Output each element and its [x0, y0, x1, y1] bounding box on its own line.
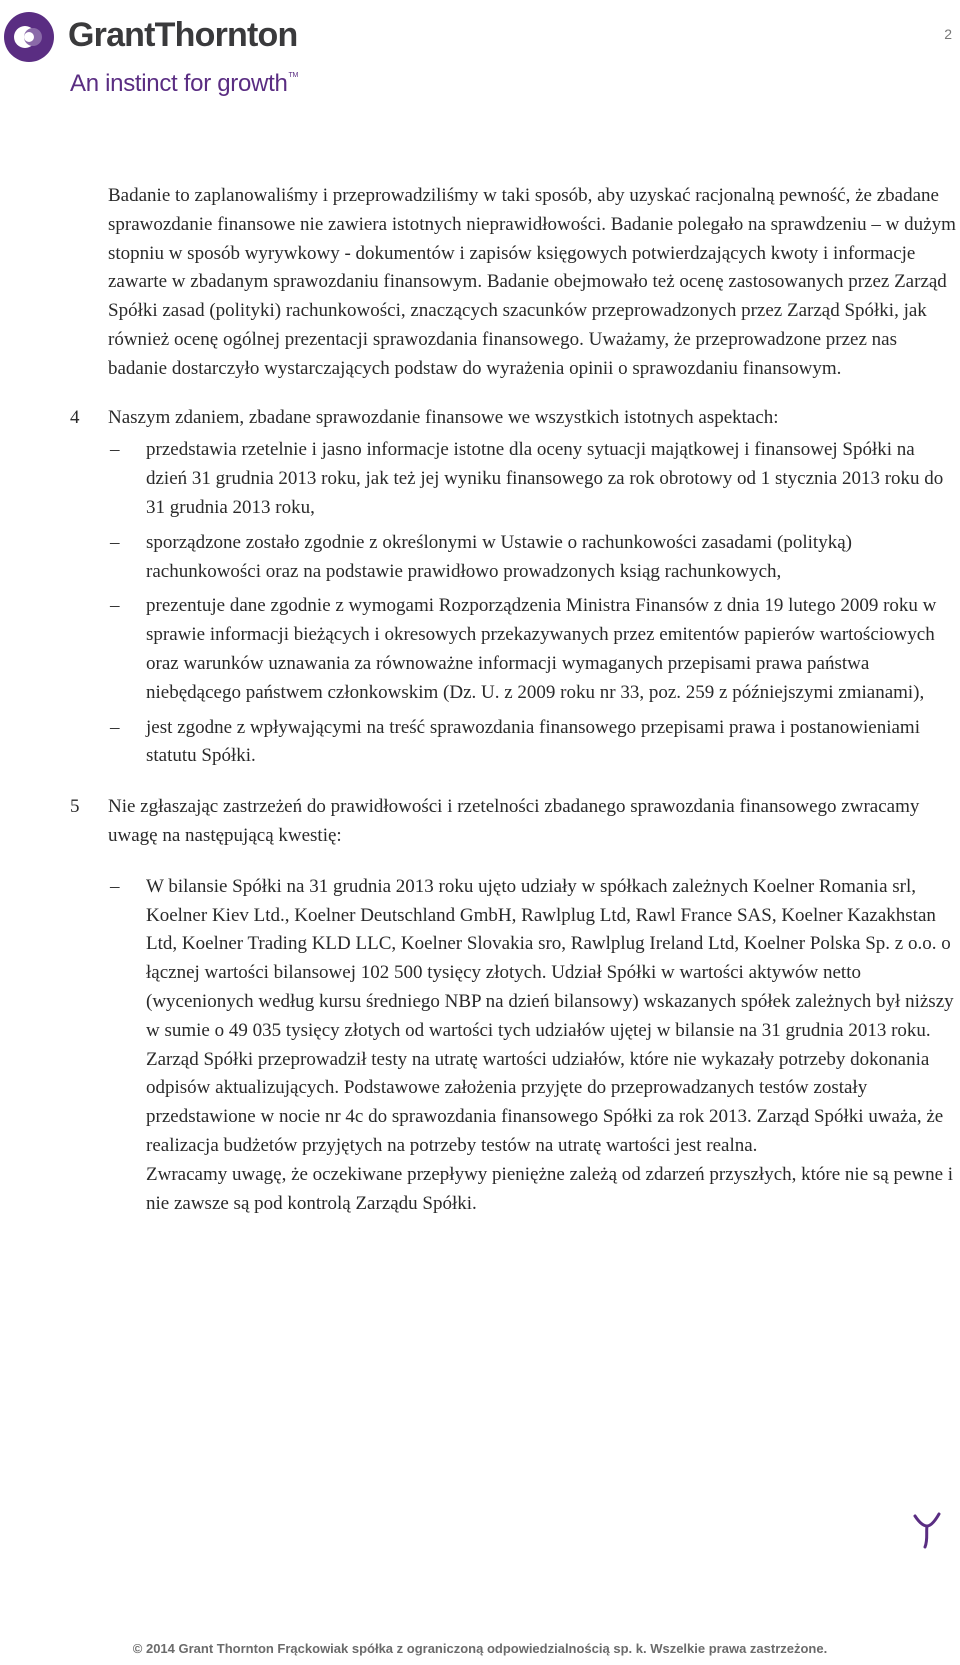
list-item: [108, 873, 956, 1219]
section-number: 4: [70, 406, 80, 428]
bullet-list: [108, 436, 956, 771]
list-item: [108, 592, 956, 707]
list-item-text: przedstawia rzetelnie i jasno informacje istotne dla oceny sytuacji majątkowej i finansowej Spółki na dzień 31 grudnia 2013 roku, jak też jej wyniku finansowego za rok obrotowy od 1 stycznia 2013 roku do 31 grudnia 2013 roku,: [146, 439, 944, 518]
list-item-text: jest zgodne z wpływającymi na treść sprawozdania finansowego przepisami prawa i postanowieniami statutu Spółki.: [146, 716, 920, 767]
section-number: 5: [70, 796, 80, 818]
section-4: [70, 404, 956, 772]
section-lead: Naszym zdaniem, zbadane sprawozdanie finansowe we wszystkich istotnych aspektach:: [108, 406, 779, 428]
dash-bullet: –: [110, 439, 120, 461]
grant-thornton-logo-icon: [2, 10, 56, 64]
dash-bullet: –: [110, 531, 120, 553]
logo-trademark: TM: [288, 72, 299, 79]
list-item: [108, 714, 956, 772]
section-lead: Nie zgłaszając zastrzeżeń do prawidłowości i rzetelności zbadanego sprawozdania finansowego zwracamy uwagę na następującą kwestię:: [108, 796, 920, 846]
brand-mark-icon: [912, 1510, 942, 1550]
logo-tagline-text: An instinct for growth: [70, 70, 288, 97]
section-5: [70, 793, 956, 1218]
list-item-note: Zwracamy uwagę, że oczekiwane przepływy pieniężne zależą od zdarzeń przyszłych, które nie są pewne i nie zawsze są pod kontrolą Zarządu Spółki.: [146, 1163, 954, 1214]
grant-thornton-logo: [0, 4, 300, 102]
list-item: [108, 436, 956, 522]
page-number: 2: [944, 26, 952, 42]
logo-name: GrantThornton: [68, 16, 298, 54]
intro-paragraph: Badanie to zaplanowaliśmy i przeprowadziliśmy w taki sposób, aby uzyskać racjonalną pewność, że zbadane sprawozdanie finansowe nie zawiera istotnych nieprawidłowości. Badanie polegało na sprawdzeniu – w dużym stopniu w sposób wyrywkowy - dokumentów i zapisów księgowych potwierdzających kwoty i informacje zawarte w zbadanym sprawozdaniu finansowym. Badanie obejmowało też ocenę zastosowanych przez Zarząd Spółki zasad (polityki) rachunkowości, znaczących szacunków przeprowadzonych przez Zarząd Spółki, jak również ocenę ogólnej prezentacji sprawozdania finansowego. Uważamy, że przeprowadzone przez nas badanie dostarczyło wystarczających podstaw do wyrażenia opinii o sprawozdaniu finansowym.: [108, 185, 956, 379]
dash-bullet: –: [110, 716, 120, 738]
list-item: [108, 529, 956, 587]
list-item-text: sporządzone zostało zgodnie z określonymi w Ustawie o rachunkowości zasadami (polityką) rachunkowości oraz na podstawie prawidłowo prowadzonych ksiąg rachunkowych,: [146, 531, 852, 582]
logo-tagline: [70, 70, 298, 98]
dash-bullet: –: [110, 595, 120, 617]
document-body: [70, 182, 956, 1224]
dash-bullet: –: [110, 875, 120, 897]
footer-copyright: © 2014 Grant Thornton Frąckowiak spółka z ograniczoną odpowiedzialnością sp. k. Wszelkie prawa zastrzeżone.: [132, 1641, 828, 1656]
list-item-text: W bilansie Spółki na 31 grudnia 2013 roku ujęto udziały w spółkach zależnych Koelner Romania srl, Koelner Kiev Ltd., Koelner Deutschland GmbH, Rawlplug Ltd, Rawl France SAS, Koelner Kazakhstan Ltd, Koelner Trading KLD LLC, Koelner Slovakia sro, Rawlplug Ireland Ltd, Koelner Polska Sp. z o.o. o łącznej wartości bilansowej 102 500 tysięcy złotych. Udział Spółki w wartości aktywów netto (wycenionych według kursu średniego NBP na dzień bilansowy) wskazanych spółek zależnych był niższy w sumie o 49 035 tysięcy złotych od wartości tych udziałów ujętej w bilansie na 31 grudnia 2013 roku. Zarząd Spółki przeprowadził testy na utratę wartości udziałów, które nie wykazały potrzeby dokonania odpisów aktualizujących. Podstawowe założenia przyjęte do przeprowadzanych testów zostały przedstawione w nocie nr 4c do sprawozdania finansowego Spółki za rok 2013. Zarząd Spółki uważa, że realizacja budżetów przyjętych na potrzeby testów na utratę wartości jest realna.: [146, 875, 954, 1156]
bullet-list: [108, 873, 956, 1219]
list-item-text: prezentuje dane zgodnie z wymogami Rozporządzenia Ministra Finansów z dnia 19 lutego 2009 roku w sprawie informacji bieżących i okresowych przekazywanych przez emitentów papierów wartościowych oraz warunków uznawania za równoważne informacji wymaganych przepisami prawa państwa niebędącego państwem członkowskim (Dz. U. z 2009 roku nr 33, poz. 259 z późniejszymi zmianami),: [146, 595, 937, 703]
